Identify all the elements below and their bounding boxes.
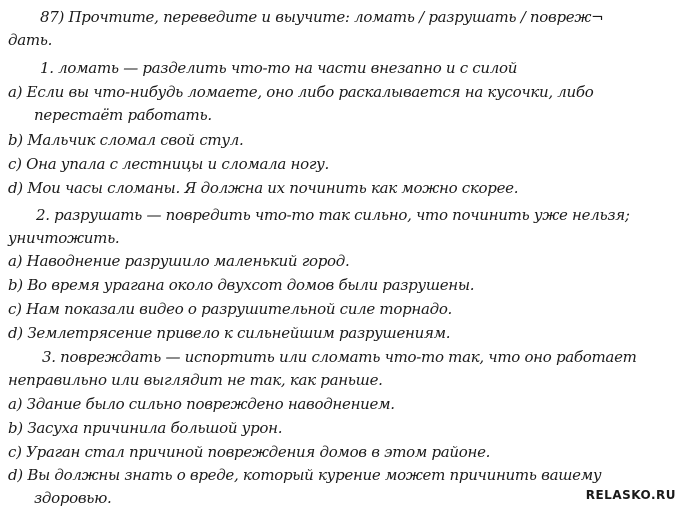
example-2a: a) Наводнение разрушило маленький город. — [8, 252, 350, 270]
definition-3: 3. повреждать — испортить или сломать что-то так, что оно работает — [42, 348, 637, 366]
definition-3-continuation: неправильно или выглядит не так, как раньше. — [8, 371, 383, 389]
example-1d: d) Мои часы сломаны. Я должна их починить как можно скорее. — [8, 179, 519, 197]
definition-1: 1. ломать — разделить что-то на части внезапно и с силой — [40, 59, 518, 77]
site-watermark: RELASKO.RU — [585, 488, 676, 502]
example-3d-continuation: здоровью. — [34, 489, 112, 507]
exercise-header: 87) Прочтите, переведите и выучите: ломать / разрушать / повреж¬ — [40, 8, 604, 26]
example-1a-continuation: перестаёт работать. — [34, 106, 212, 124]
example-1b: b) Мальчик сломал свой стул. — [8, 131, 244, 149]
example-1c: c) Она упала с лестницы и сломала ногу. — [8, 155, 330, 173]
example-2c: c) Нам показали видео о разрушительной силе торнадо. — [8, 300, 453, 318]
example-2b: b) Во время урагана около двухсот домов были разрушены. — [8, 276, 475, 294]
definition-2: 2. разрушать — повредить что-то так сильно, что починить уже нельзя; — [36, 206, 630, 224]
example-3a: a) Здание было сильно повреждено наводнением. — [8, 395, 395, 413]
example-1a: a) Если вы что-нибудь ломаете, оно либо раскалывается на кусочки, либо — [8, 83, 594, 101]
definition-2-continuation: уничтожить. — [8, 229, 120, 247]
example-3c: c) Ураган стал причиной повреждения домов в этом районе. — [8, 443, 491, 461]
exercise-header-continuation: дать. — [8, 31, 53, 49]
example-2d: d) Землетрясение привело к сильнейшим разрушениям. — [8, 324, 451, 342]
example-3b: b) Засуха причинила большой урон. — [8, 419, 283, 437]
example-3d: d) Вы должны знать о вреде, который курение может причинить вашему — [8, 466, 602, 484]
